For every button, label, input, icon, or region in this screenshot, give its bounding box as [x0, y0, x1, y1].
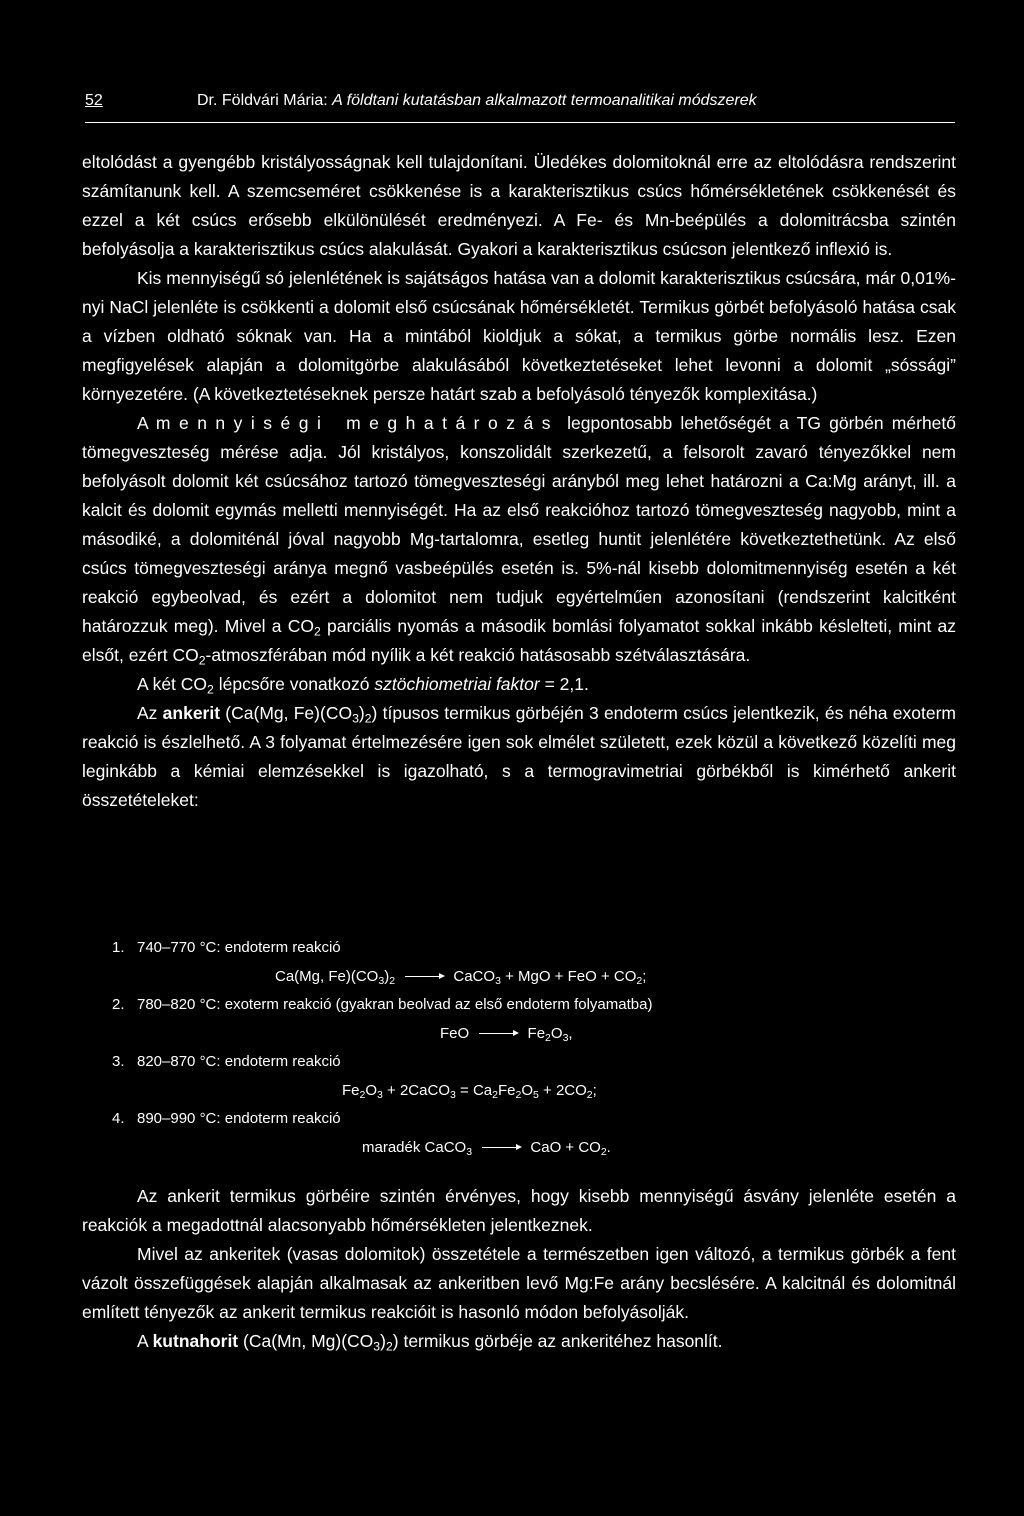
subscript: 3	[466, 1145, 473, 1158]
paragraph-6: Az ankerit termikus görbéire szintén érvényes, hogy kisebb mennyiségű ásvány jelenléte esetén a reakciók a megadottnál alacsonyabb hőmérsékleten jelentkeznek.	[82, 1186, 956, 1235]
equation-1: Ca(Mg, $Fe)(CO_3)_2$ CaCO$_3$ + MgO + FeO + $CO_2$;	[275, 967, 647, 987]
running-title	[197, 92, 757, 110]
eq-text: Fe	[527, 1024, 546, 1042]
reaction-number: 4.	[112, 1110, 125, 1127]
paragraph-2: Kis mennyiségű só jelenlétének is sajátságos hatása van a dolomit karakterisztikus csúcsára, már 0,01%-nyi NaCl jelenléte is csökkenti a dolomit első csúcsának hőmérsékletét. Termikus görbét befolyásoló hatása csak a vízben oldható sóknak van. Ha a mintából kioldjuk a sókat, a termikus görbe normális lesz. Ezen megfigyelések alapján a dolomitgörbe alakulásából következtetéseket lehet levonni a dolomit „sóssági” környezetére. (A következtetéseknek persze határt szab a befolyásoló tényezők komplexitása.)	[82, 268, 956, 404]
subscript: 2	[313, 624, 321, 639]
reaction-label: 820–870 °C: endoterm reakció	[137, 1053, 341, 1070]
subscript: 2	[359, 1088, 366, 1101]
paragraph-3	[82, 409, 956, 670]
reaction-label: 890–990 °C: endoterm reakció	[137, 1110, 341, 1127]
subscript: 2	[515, 1088, 522, 1101]
closing-text	[82, 1182, 956, 1356]
subscript: 3	[450, 1088, 456, 1101]
eq-text: ;	[642, 967, 647, 985]
page-number: 52	[85, 92, 103, 109]
p8-text-d: ) termikus görbéje az ankeritéhez hasonlít.	[392, 1331, 723, 1351]
subscript: 2	[198, 653, 206, 668]
paragraph-7: Mivel az ankeritek (vasas dolomitok) összetétele a természetben igen változó, a termikus görbék a fent vázolt összefüggések alapján alkalmasak az ankeritben levő Mg:Fe arány becslésére. A kalcitnál és dolomitnál említett tényezők az ankerit termikus reakcióit is hasonló módon befolyásolják.	[82, 1244, 956, 1322]
p5-text-b: (Ca(Mg, Fe)(CO	[220, 703, 353, 723]
p5-text-d: ) típusos termikus görbéjén 3 endoterm csúcs jelentkezik, és néha exoterm reakció is észlelhető. A 3 folyamat értelmezésére igen sok elmélet született, ezek közül a következő közelíti meg leginkább a kémiai elemzésekkel is igazolható, s a termogravimetriai görbékből is kimérhető ankerit összetételeket:	[82, 703, 956, 810]
equation-2: FeO $Fe_2O_3$,	[440, 1024, 573, 1044]
p4-text-c: = 2,1.	[539, 674, 589, 694]
subscript: 3	[495, 974, 501, 987]
subscript: 2	[545, 1031, 551, 1044]
eq-text: Fe	[497, 1081, 516, 1099]
reaction-1	[82, 934, 956, 963]
main-text	[82, 148, 956, 815]
eq-text: maradék CaCO	[362, 1138, 467, 1156]
subscript: 2	[207, 682, 214, 697]
italic-term: sztöchiometriai faktor	[374, 674, 540, 694]
subscript: 5	[533, 1088, 539, 1101]
arrow-icon	[405, 976, 443, 977]
p8-text-a: A	[137, 1331, 153, 1351]
p4-text-b: lépcsőre vonatkozó	[213, 674, 375, 694]
eq-text: ,	[568, 1024, 573, 1042]
p5-text-a: Az	[137, 703, 163, 723]
eq-text: + 2CaCO	[382, 1081, 450, 1099]
eq-text: + MgO + FeO + CO	[500, 967, 637, 985]
eq-text: CaCO	[453, 967, 496, 985]
eq-text: + 2CO	[538, 1081, 587, 1099]
arrow-icon	[482, 1147, 520, 1148]
subscript: 2	[586, 1088, 593, 1101]
subscript: 2	[385, 1339, 393, 1354]
eq-text: O	[521, 1081, 533, 1099]
book-title: A földtani kutatásban alkalmazott termoanalitikai módszerek	[332, 92, 757, 109]
bold-term-ankerit: ankerit	[162, 703, 221, 723]
subscript: 2	[636, 974, 643, 987]
reaction-4	[82, 1105, 956, 1134]
p5-text-c: )	[358, 703, 365, 723]
p3-text-a: A	[137, 413, 156, 433]
p3-text-d: -atmoszférában mód nyílik a két reakció hatásosabb szétválasztására.	[205, 645, 751, 665]
arrow-icon	[479, 1033, 517, 1034]
subscript: 2	[364, 711, 372, 726]
eq-text: O	[365, 1081, 378, 1099]
reaction-2	[82, 991, 956, 1020]
p4-text-a: A két CO	[137, 674, 208, 694]
reaction-label: 740–770 °C: endoterm reakció	[137, 939, 341, 956]
author-name: Dr. Földvári Mária:	[197, 92, 333, 109]
p8-text-b: (Ca(Mn, Mg)(CO	[238, 1331, 374, 1351]
equation-3	[82, 1077, 956, 1106]
equation-4	[82, 1134, 956, 1163]
reaction-3	[82, 1048, 956, 1077]
eq-text: CaO + CO	[530, 1138, 601, 1156]
eq-text: Fe	[342, 1081, 360, 1099]
eq-text: Ca(Mg, Fe)(CO	[275, 967, 379, 985]
p3-text-c: parciális nyomás a második bomlási folyamatot sokkal inkább késlelteti, mint az elsőt, ezért CO	[82, 616, 957, 665]
subscript: 2	[600, 1145, 607, 1158]
eq-text: FeO	[440, 1024, 470, 1042]
eq-text: = Ca	[455, 1081, 493, 1099]
eq-text: .	[606, 1138, 611, 1156]
subscript: 3	[352, 711, 359, 726]
subscript: 3	[378, 974, 385, 987]
reaction-number: 1.	[112, 939, 125, 956]
reaction-label: 780–820 °C: exoterm reakció (gyakran beolvad az első endoterm folyamatba)	[137, 996, 653, 1013]
p3-text-b: legpontosabb lehetőségét a TG görbén mérhető tömegveszteség mérése adja. Jól kristályos, konszolidált szerkezetű, a felsorolt zavaró tényezőkkel nem befolyásolt dolomit két csúcsához tartozó tömegveszteségi arányból meg lehet határozni a Ca:Mg arányt, ill. a kalcit és dolomit egymás melletti mennyiségét. Ha az első reakcióhoz tartozó tömegveszteség nagyobb, mint a másodiké, a dolomiténál jóval nagyobb Mg-tartalomra, esetleg huntit jelenlétére következtethetünk. Az első csúcs tömegveszteségi aránya megnő vasbeépülés esetén is. 5%-nál kisebb dolomitmennyiség esetén a két reakció egybeolvad, és ezért a dolomitot nem tudjuk egyértelműen azonosítani (rendszerint kalcitként határozzuk meg). Mivel a CO	[82, 413, 957, 636]
subscript: 3	[373, 1339, 381, 1354]
paragraph-5	[82, 699, 956, 815]
reaction-list	[82, 934, 956, 1162]
p8-text-c: )	[380, 1331, 386, 1351]
subscript: 2	[389, 974, 396, 987]
reaction-number: 2.	[112, 996, 125, 1013]
paragraph-1: eltolódást a gyengébb kristályosságnak kell tulajdonítani. Üledékes dolomitoknál erre az eltolódásra rendszerint számítanunk kell. A szemcseméret csökkenése is a karakterisztikus csúcs hőmérsékletének csökkenését és ezzel a két csúcs erősebb elkülönülését eredményezi. A Fe- és Mn-beépülés a dolomitrácsba szintén befolyásolja a karakterisztikus csúcs alakulását. Gyakori a karakterisztikus csúcson jelentkező inflexió is.	[82, 152, 956, 259]
subscript: 2	[492, 1088, 498, 1101]
subscript: 3	[377, 1088, 383, 1101]
header-rule	[85, 122, 955, 123]
bold-term-kutnahorit: kutnahorit	[152, 1331, 239, 1351]
spaced-term: mennyiségi meghatározás	[155, 413, 559, 433]
paragraph-4	[82, 670, 956, 699]
subscript: 3	[562, 1031, 569, 1044]
eq-text: ;	[592, 1081, 597, 1099]
paragraph-8	[82, 1327, 956, 1356]
reaction-number: 3.	[112, 1053, 125, 1070]
